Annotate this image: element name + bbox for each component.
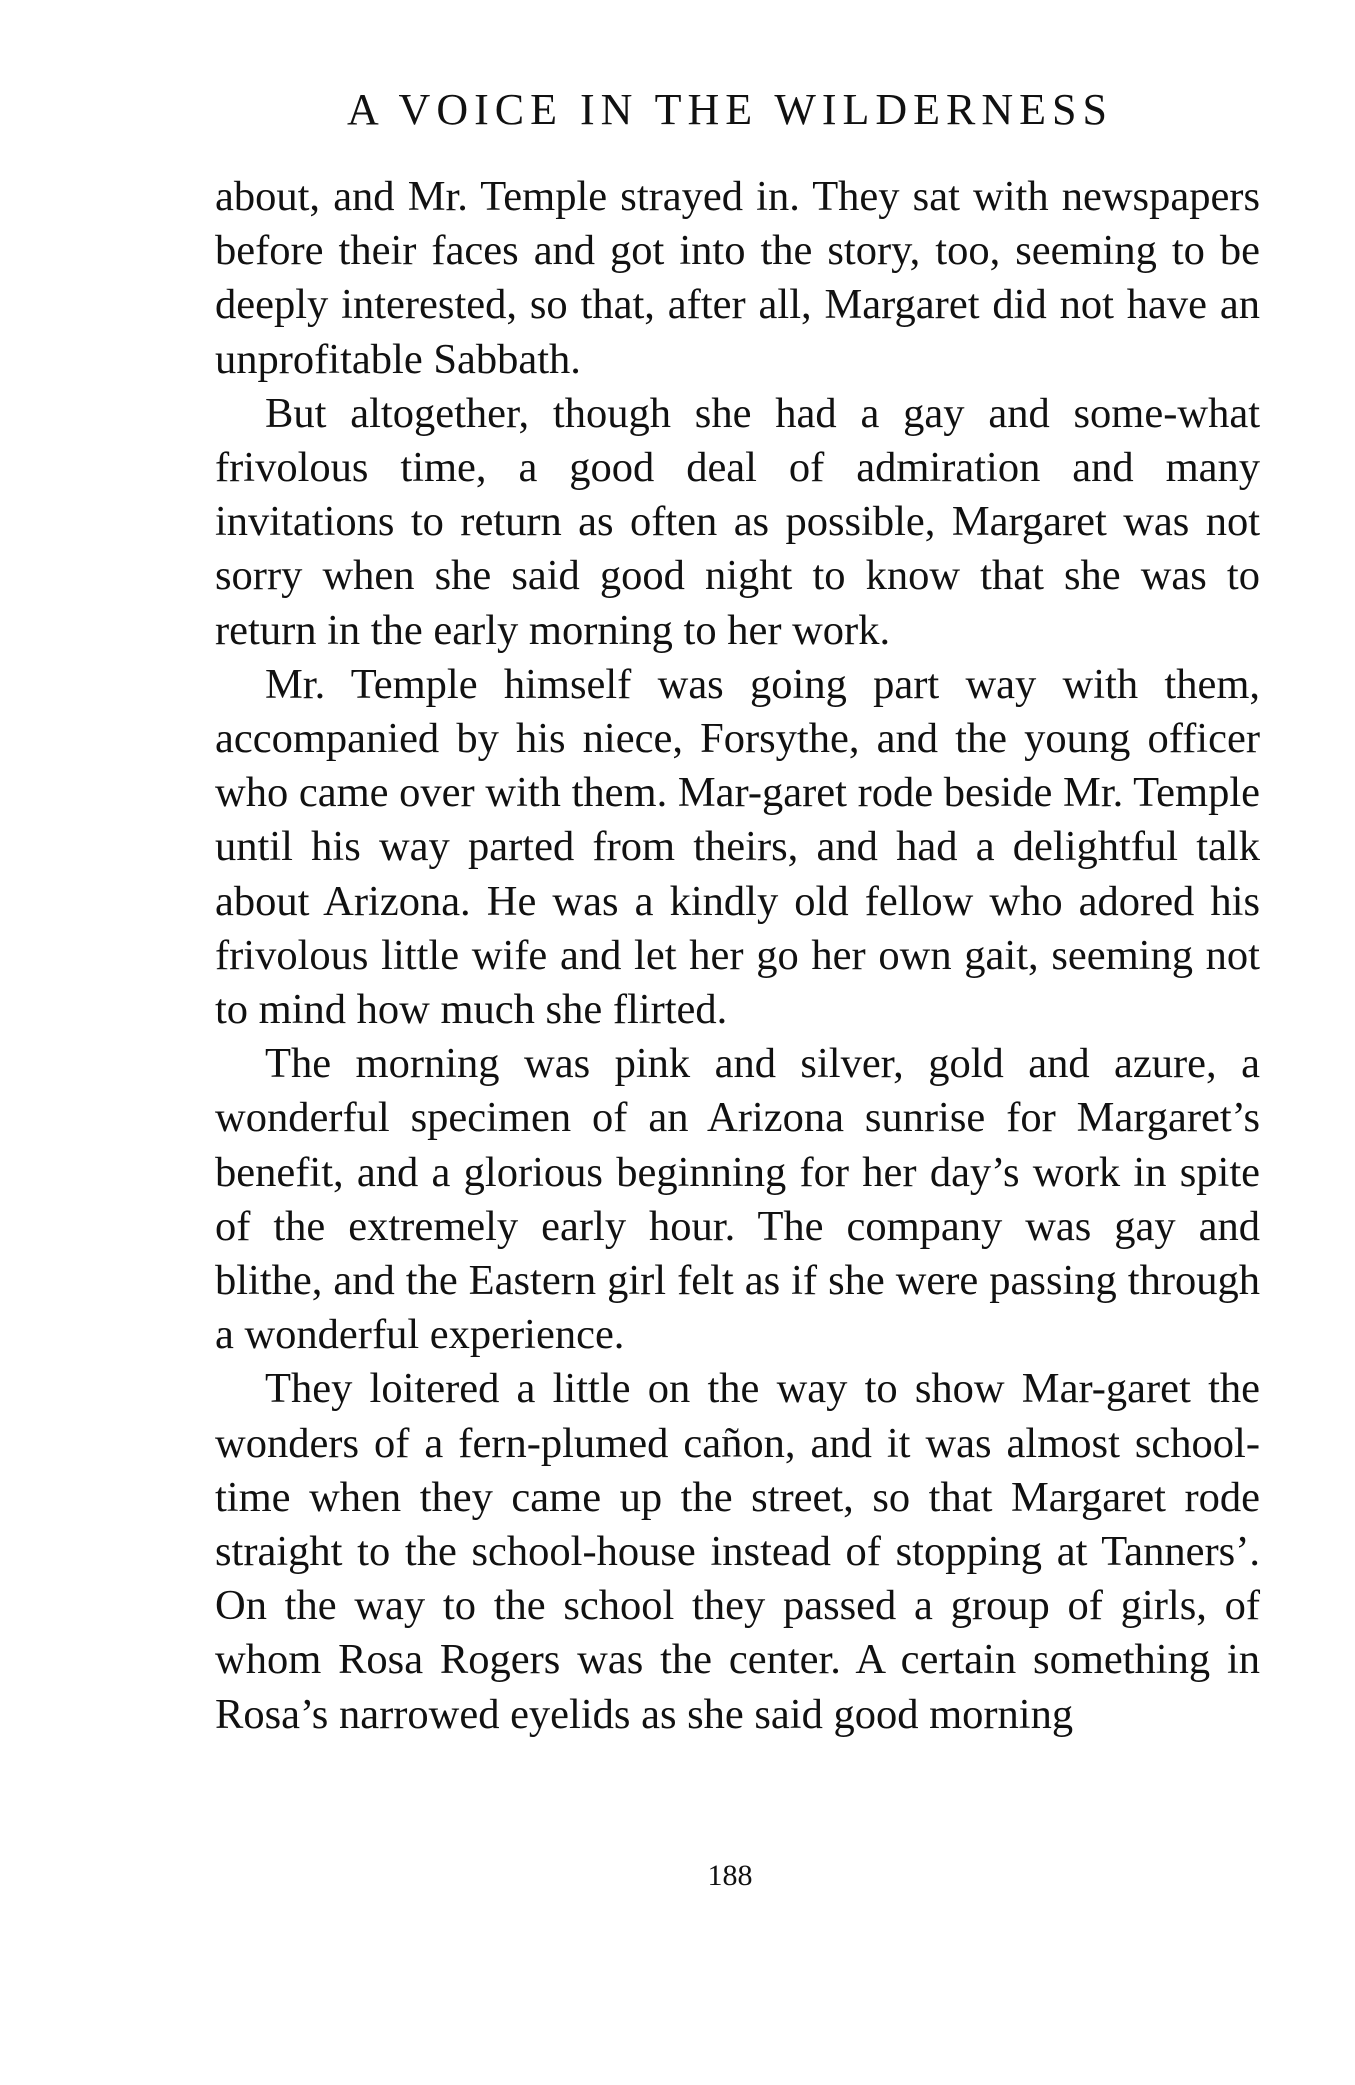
paragraph: Mr. Temple himself was going part way with them, accompanied by his niece, Forsythe, and the young officer who came over with them. Mar-garet rode beside Mr. Temple until his way parted from theirs, and had a delightful talk about Arizona. He was a kindly old fellow who adored his frivolous little wife and let her go her own gait, seeming not to mind how much she flirted. [215, 660, 1260, 1034]
body-text [215, 170, 1260, 1742]
paragraph: The morning was pink and silver, gold and azure, a wonderful specimen of an Arizona sunrise for Margaret’s benefit, and a glorious beginning for her day’s work in spite of the extremely early hour. The company was gay and blithe, and the Eastern girl felt as if she were passing through a wonderful experience. [215, 1040, 1260, 1359]
paragraph: But altogether, though she had a gay and some-what frivolous time, a good deal of admiration and many invitations to return as often as possible, Margaret was not sorry when she said good night to know that she was to return in the early morning to her work. [215, 389, 1260, 654]
page-number: 188 [707, 1859, 753, 1892]
paragraph: They loitered a little on the way to show Mar-garet the wonders of a fern-plumed cañon, and it was almost school-time when they came up the street, so that Margaret rode straight to the school-house instead of stopping at Tanners’. On the way to the school they passed a group of girls, of whom Rosa Rogers was the center. A certain something in Rosa’s narrowed eyelids as she said good morning [215, 1365, 1260, 1738]
running-head: A VOICE IN THE WILDERNESS [347, 85, 1113, 134]
paragraph: about, and Mr. Temple strayed in. They sat with newspapers before their faces and got into the story, too, seeming to be deeply interested, so that, after all, Margaret did not have an unprofitable Sabbath. [215, 173, 1260, 383]
